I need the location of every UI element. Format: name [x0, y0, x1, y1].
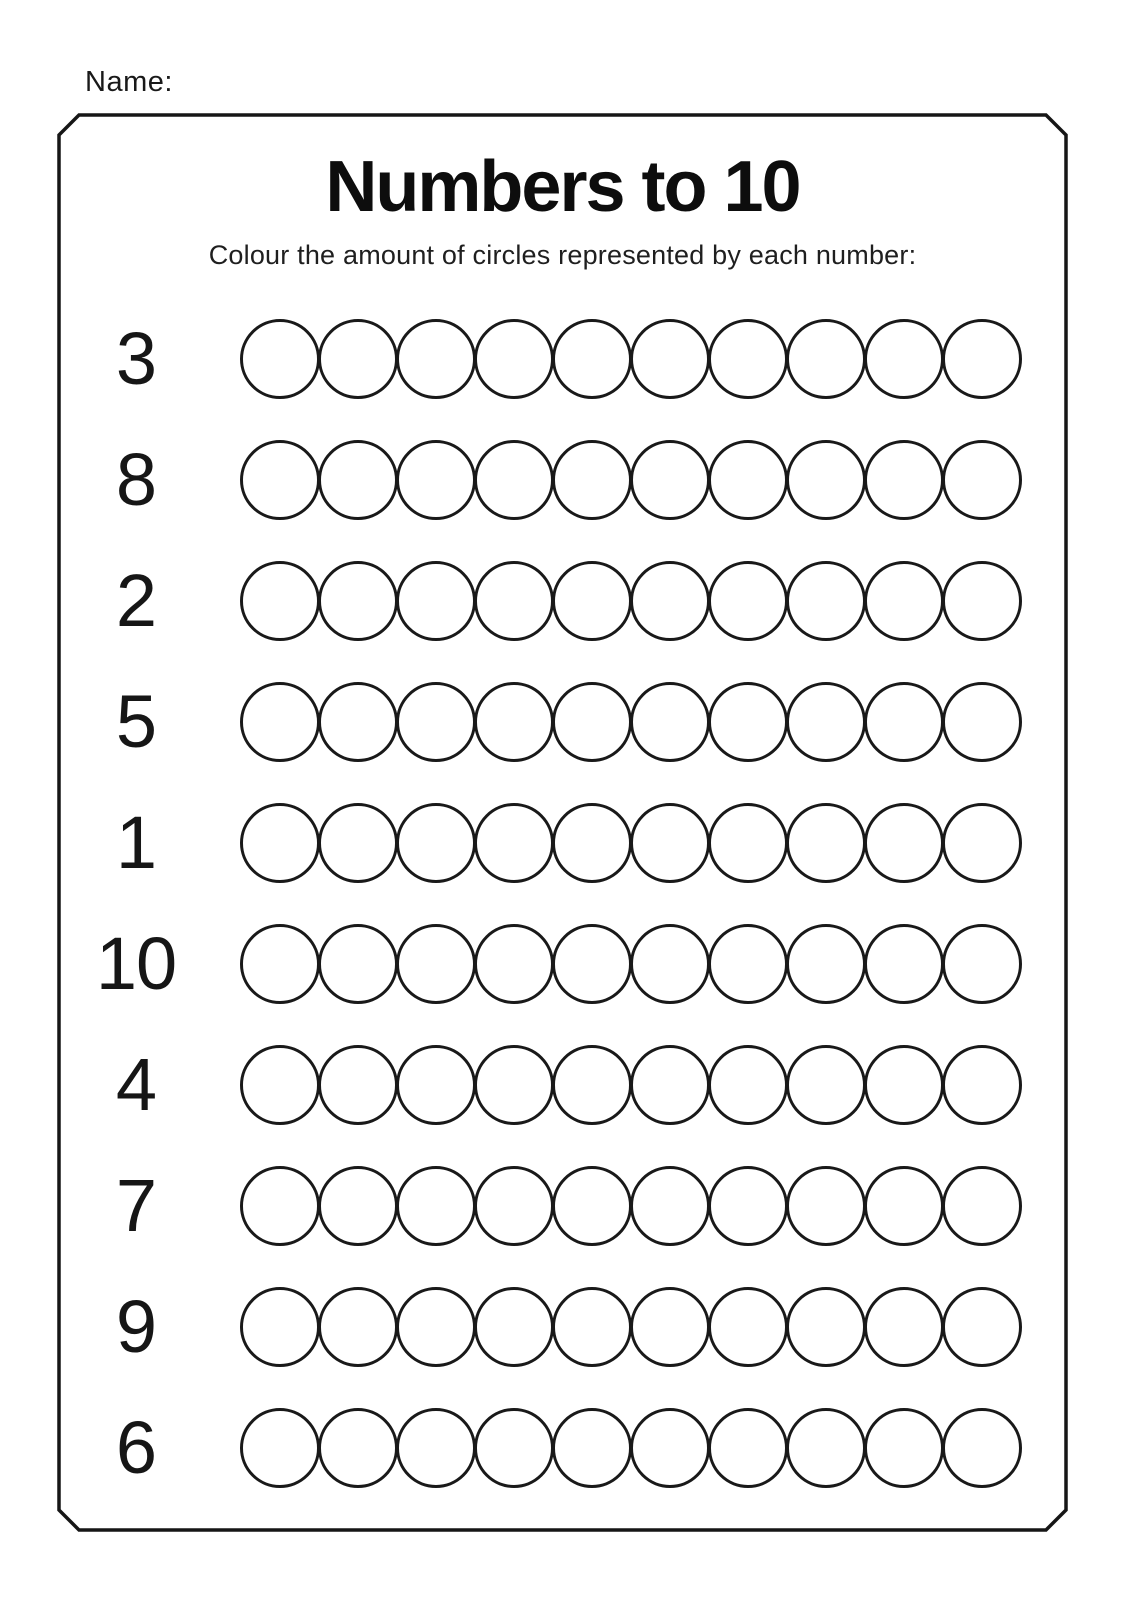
colour-circle[interactable] [318, 1408, 398, 1488]
circle-group [240, 561, 1022, 641]
circle-group [240, 803, 1022, 883]
colour-circle[interactable] [630, 682, 710, 762]
colour-circle[interactable] [942, 924, 1022, 1004]
colour-circle[interactable] [942, 1408, 1022, 1488]
circle-group [240, 924, 1022, 1004]
colour-circle[interactable] [396, 924, 476, 1004]
colour-circle[interactable] [318, 440, 398, 520]
row-number-label: 6 [115, 1405, 157, 1489]
worksheet-rows [57, 298, 1068, 1508]
circle-group [240, 1166, 1022, 1246]
colour-circle[interactable] [864, 924, 944, 1004]
colour-circle[interactable] [396, 803, 476, 883]
row-number-label: 3 [115, 316, 157, 400]
colour-circle[interactable] [864, 440, 944, 520]
colour-circle[interactable] [474, 1287, 554, 1367]
colour-circle[interactable] [474, 440, 554, 520]
colour-circle[interactable] [786, 561, 866, 641]
colour-circle[interactable] [318, 1045, 398, 1125]
colour-circle[interactable] [318, 1287, 398, 1367]
colour-circle[interactable] [942, 803, 1022, 883]
row-number-label: 10 [95, 921, 177, 1005]
row-number-label: 8 [115, 437, 157, 521]
worksheet-row [57, 1024, 1068, 1145]
colour-circle[interactable] [552, 682, 632, 762]
colour-circle[interactable] [708, 1045, 788, 1125]
colour-circle[interactable] [240, 561, 320, 641]
colour-circle[interactable] [396, 1408, 476, 1488]
colour-circle[interactable] [708, 682, 788, 762]
row-number-label: 5 [115, 679, 157, 763]
worksheet-row [57, 903, 1068, 1024]
colour-circle[interactable] [396, 1045, 476, 1125]
colour-circle[interactable] [942, 1287, 1022, 1367]
colour-circle[interactable] [942, 440, 1022, 520]
colour-circle[interactable] [708, 803, 788, 883]
colour-circle[interactable] [318, 682, 398, 762]
colour-circle[interactable] [864, 1408, 944, 1488]
colour-circle[interactable] [240, 803, 320, 883]
colour-circle[interactable] [942, 561, 1022, 641]
colour-circle[interactable] [240, 1287, 320, 1367]
colour-circle[interactable] [552, 1287, 632, 1367]
colour-circle[interactable] [630, 1287, 710, 1367]
colour-circle[interactable] [474, 1408, 554, 1488]
circle-group [240, 682, 1022, 762]
colour-circle[interactable] [240, 682, 320, 762]
colour-circle[interactable] [708, 319, 788, 399]
colour-circle[interactable] [708, 924, 788, 1004]
name-label: Name: [85, 66, 173, 98]
colour-circle[interactable] [864, 682, 944, 762]
colour-circle[interactable] [318, 319, 398, 399]
colour-circle[interactable] [474, 1166, 554, 1246]
colour-circle[interactable] [786, 924, 866, 1004]
worksheet-row [57, 1266, 1068, 1387]
colour-circle[interactable] [552, 561, 632, 641]
colour-circle[interactable] [396, 1287, 476, 1367]
colour-circle[interactable] [708, 561, 788, 641]
colour-circle[interactable] [786, 682, 866, 762]
colour-circle[interactable] [630, 803, 710, 883]
colour-circle[interactable] [552, 1408, 632, 1488]
circle-group [240, 1287, 1022, 1367]
colour-circle[interactable] [864, 803, 944, 883]
colour-circle[interactable] [630, 924, 710, 1004]
colour-circle[interactable] [552, 1045, 632, 1125]
colour-circle[interactable] [396, 440, 476, 520]
colour-circle[interactable] [474, 561, 554, 641]
colour-circle[interactable] [318, 924, 398, 1004]
colour-circle[interactable] [786, 1045, 866, 1125]
row-number-label: 7 [115, 1163, 157, 1247]
colour-circle[interactable] [240, 319, 320, 399]
colour-circle[interactable] [240, 440, 320, 520]
row-number-label: 1 [115, 800, 157, 884]
worksheet-row [57, 419, 1068, 540]
circle-group [240, 1408, 1022, 1488]
colour-circle[interactable] [708, 440, 788, 520]
colour-circle[interactable] [942, 1045, 1022, 1125]
colour-circle[interactable] [864, 1166, 944, 1246]
colour-circle[interactable] [786, 1166, 866, 1246]
colour-circle[interactable] [474, 682, 554, 762]
colour-circle[interactable] [786, 440, 866, 520]
colour-circle[interactable] [240, 1166, 320, 1246]
row-number-label: 2 [115, 558, 157, 642]
colour-circle[interactable] [630, 1045, 710, 1125]
colour-circle[interactable] [864, 1045, 944, 1125]
circle-group [240, 440, 1022, 520]
colour-circle[interactable] [786, 803, 866, 883]
colour-circle[interactable] [474, 803, 554, 883]
worksheet-row [57, 1387, 1068, 1508]
colour-circle[interactable] [318, 561, 398, 641]
worksheet-row [57, 661, 1068, 782]
colour-circle[interactable] [630, 319, 710, 399]
colour-circle[interactable] [552, 924, 632, 1004]
colour-circle[interactable] [708, 1166, 788, 1246]
colour-circle[interactable] [396, 1166, 476, 1246]
colour-circle[interactable] [552, 440, 632, 520]
colour-circle[interactable] [942, 1166, 1022, 1246]
worksheet-row [57, 782, 1068, 903]
colour-circle[interactable] [864, 1287, 944, 1367]
colour-circle[interactable] [630, 561, 710, 641]
colour-circle[interactable] [474, 924, 554, 1004]
colour-circle[interactable] [474, 319, 554, 399]
colour-circle[interactable] [396, 682, 476, 762]
worksheet-row [57, 298, 1068, 419]
colour-circle[interactable] [396, 561, 476, 641]
colour-circle[interactable] [240, 1408, 320, 1488]
colour-circle[interactable] [708, 1287, 788, 1367]
colour-circle[interactable] [786, 319, 866, 399]
colour-circle[interactable] [942, 682, 1022, 762]
colour-circle[interactable] [318, 1166, 398, 1246]
colour-circle[interactable] [864, 561, 944, 641]
colour-circle[interactable] [552, 803, 632, 883]
circle-group [240, 1045, 1022, 1125]
colour-circle[interactable] [630, 1166, 710, 1246]
row-number-label: 9 [115, 1284, 157, 1368]
row-number-label: 4 [115, 1042, 157, 1126]
colour-circle[interactable] [552, 1166, 632, 1246]
colour-circle[interactable] [318, 803, 398, 883]
colour-circle[interactable] [864, 319, 944, 399]
colour-circle[interactable] [630, 440, 710, 520]
page-title: Numbers to 10 [325, 147, 800, 227]
colour-circle[interactable] [942, 319, 1022, 399]
worksheet-row [57, 540, 1068, 661]
colour-circle[interactable] [240, 1045, 320, 1125]
colour-circle[interactable] [630, 1408, 710, 1488]
instructions-text: Colour the amount of circles represented by each number: [208, 240, 917, 270]
colour-circle[interactable] [474, 1045, 554, 1125]
colour-circle[interactable] [240, 924, 320, 1004]
colour-circle[interactable] [396, 319, 476, 399]
colour-circle[interactable] [786, 1287, 866, 1367]
worksheet-row [57, 1145, 1068, 1266]
colour-circle[interactable] [552, 319, 632, 399]
colour-circle[interactable] [708, 1408, 788, 1488]
circle-group [240, 319, 1022, 399]
colour-circle[interactable] [786, 1408, 866, 1488]
